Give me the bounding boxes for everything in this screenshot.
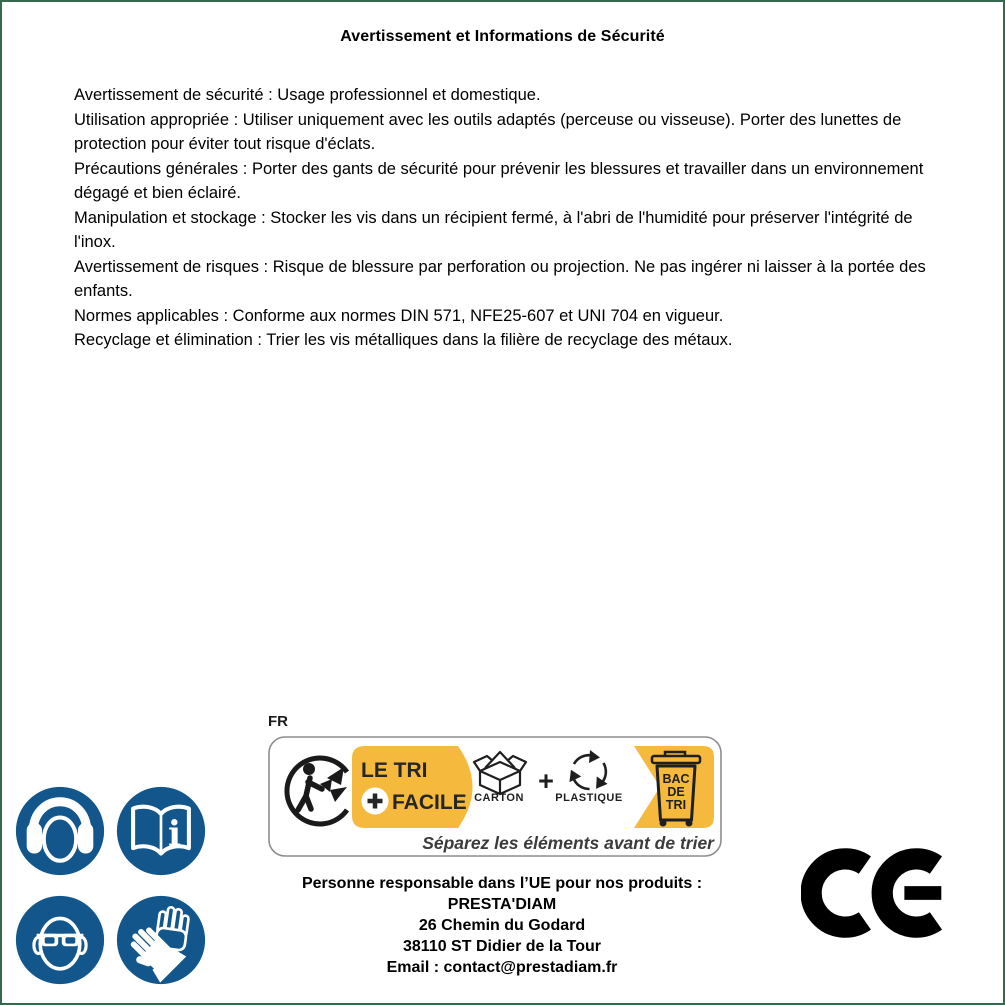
- responsible-party-heading: Personne responsable dans l’UE pour nos produits :: [301, 875, 703, 892]
- warning-paragraph: Manipulation et stockage : Stocker les vis dans un récipient fermé, à l'abri de l'humidité pour préserver l'intégrité de l'inox.: [74, 208, 913, 251]
- warning-paragraph: Utilisation appropriée : Utiliser uniquement avec les outils adaptés (perceuse ou visseuse). Porter des lunettes de protection pour éviter tout risque d'éclats.: [74, 110, 902, 153]
- svg-text:i: i: [168, 814, 181, 855]
- contact-email: Email : contact@prestadiam.fr: [386, 958, 618, 976]
- document-title: Avertissement et Informations de Sécurité: [340, 28, 665, 45]
- warning-paragraph: Précautions générales : Porter des gants de sécurité pour prévenir les blessures et travailler dans un environnement dégagé et bien éclairé.: [74, 159, 924, 202]
- warning-paragraph: Normes applicables : Conforme aux normes DIN 571, NFE25-607 et UNI 704 en vigueur.: [74, 306, 724, 325]
- materials-separator: +: [538, 766, 554, 796]
- material-label-plastique: PLASTIQUE: [555, 792, 623, 804]
- tri-headline-bottom: FACILE: [392, 791, 467, 814]
- tri-tagline: Séparez les éléments avant de trier: [422, 833, 714, 853]
- warning-paragraph: Avertissement de sécurité : Usage professionnel et domestique.: [74, 86, 541, 104]
- tri-headline-top: LE TRI: [361, 759, 428, 782]
- responsible-party-block: [152, 874, 852, 979]
- safety-warnings-text: [74, 83, 934, 353]
- address-line-2: 38110 ST Didier de la Tour: [403, 937, 601, 955]
- address-line-1: 26 Chemin du Godard: [418, 916, 586, 934]
- company-name: PRESTA'DIAM: [447, 895, 557, 913]
- warning-paragraph: Avertissement de risques : Risque de blessure par perforation ou projection. Ne pas ingérer ni laisser à la portée des enfants.: [74, 257, 926, 300]
- read-manual-icon: [116, 786, 206, 876]
- info-tri-label: [268, 736, 722, 857]
- bin-label-line2: DE: [667, 785, 685, 799]
- bin-label-line3: TRI: [665, 798, 687, 812]
- bin-label-line1: BAC: [662, 772, 690, 786]
- country-code-label: FR: [268, 713, 288, 730]
- eye-protection-icon: [15, 895, 105, 985]
- material-label-carton: CARTON: [474, 792, 524, 804]
- ear-protection-icon: [15, 786, 105, 876]
- ce-marking-icon: [801, 845, 945, 941]
- warning-paragraph: Recyclage et élimination : Trier les vis métalliques dans la filière de recyclage des métaux.: [74, 331, 733, 349]
